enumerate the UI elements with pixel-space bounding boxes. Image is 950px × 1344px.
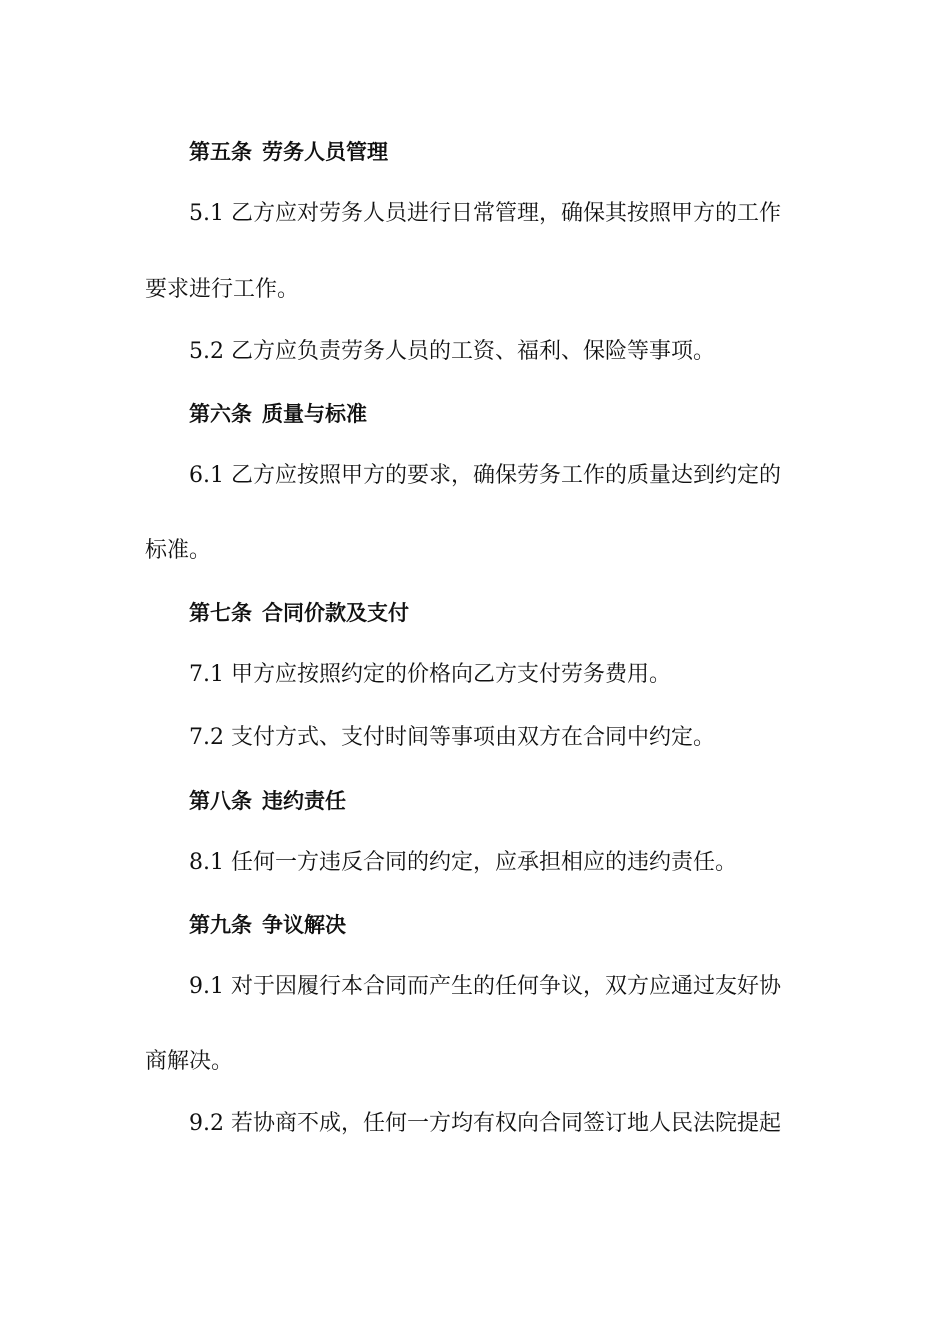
article-number: 第六条 (189, 402, 252, 426)
article-title: 劳务人员管理 (262, 140, 388, 164)
article-number: 第七条 (189, 601, 252, 625)
article-title: 违约责任 (262, 789, 346, 813)
article-title: 合同价款及支付 (262, 601, 409, 625)
clause-5-1-continued: 要求进行工作。 (145, 277, 300, 302)
article-8-heading (189, 786, 810, 816)
article-number: 第五条 (189, 140, 252, 164)
article-5-heading (189, 137, 810, 167)
clause-6-1: 6.1 乙方应按照甲方的要求，确保劳务工作的质量达到约定的 (189, 463, 781, 488)
clause-7-2: 7.2 支付方式、支付时间等事项由双方在合同中约定。 (189, 725, 715, 750)
article-number: 第九条 (189, 913, 252, 937)
clause-5-2: 5.2 乙方应负责劳务人员的工资、福利、保险等事项。 (189, 339, 715, 364)
article-number: 第八条 (189, 789, 252, 813)
clause-9-2: 9.2 若协商不成，任何一方均有权向合同签订地人民法院提起 (189, 1111, 781, 1136)
clause-7-1: 7.1 甲方应按照约定的价格向乙方支付劳务费用。 (189, 662, 671, 687)
article-9-heading (189, 910, 810, 940)
clause-9-1: 9.1 对于因履行本合同而产生的任何争议，双方应通过友好协 (189, 974, 781, 999)
clause-8-1: 8.1 任何一方违反合同的约定，应承担相应的违约责任。 (189, 850, 737, 875)
clause-5-1: 5.1 乙方应对劳务人员进行日常管理，确保其按照甲方的工作 (189, 201, 781, 226)
article-7-heading (189, 598, 810, 628)
clause-6-1-continued: 标准。 (145, 538, 212, 563)
clause-9-1-continued: 商解决。 (145, 1049, 234, 1074)
article-6-heading (189, 399, 810, 429)
article-title: 争议解决 (262, 913, 346, 937)
article-title: 质量与标准 (262, 402, 367, 426)
